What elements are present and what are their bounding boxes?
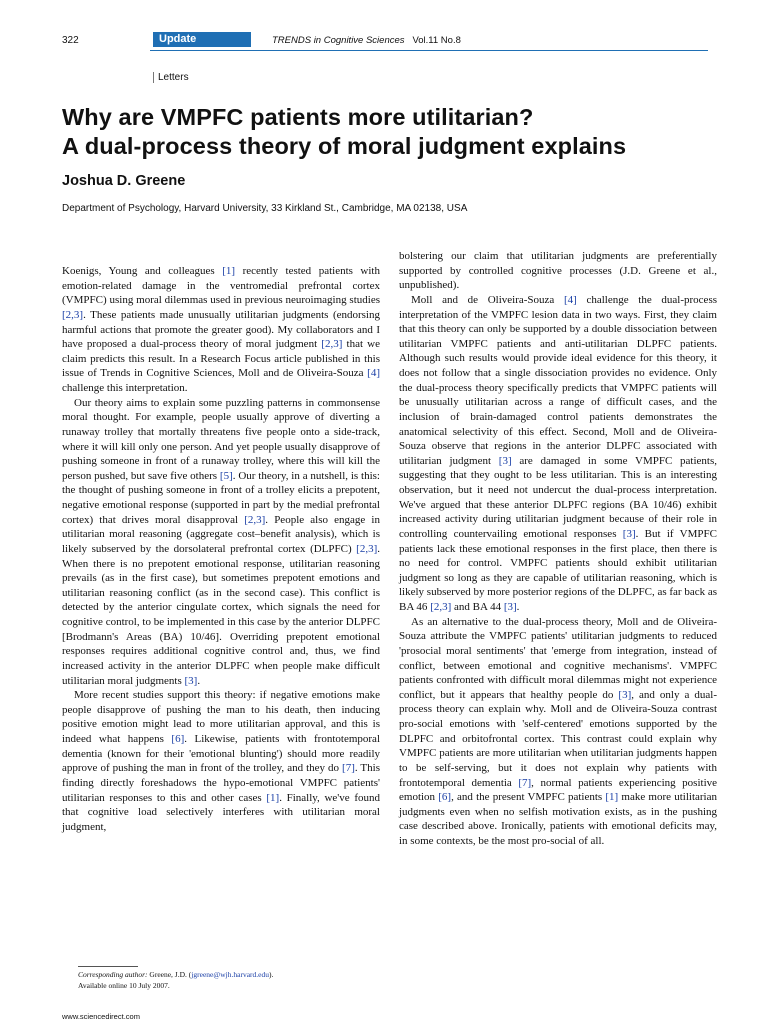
available-online: Available online 10 July 2007. bbox=[78, 981, 170, 990]
citation-link[interactable]: [1] bbox=[605, 791, 619, 804]
title-line-1: Why are VMPFC patients more utilitarian? bbox=[62, 104, 534, 130]
citation-link[interactable]: [6] bbox=[171, 733, 185, 745]
citation-link[interactable]: [7] bbox=[342, 762, 355, 775]
author-email-link[interactable]: jgreene@wjh.harvard.edu bbox=[191, 970, 269, 979]
citation-link[interactable]: [3] bbox=[622, 527, 636, 540]
corresponding-label: Corresponding author: bbox=[78, 970, 148, 979]
citation-link[interactable]: [5] bbox=[219, 469, 233, 482]
citation-link[interactable]: [3] bbox=[503, 601, 517, 613]
paragraph: Moll and de Oliveira-Souza [4] challenge the dual-process interpretation of the VMPFC lesion data in two ways. First, they claim that this theory can only be supported by a double dissociation between utilitarian VMPFC patients and anti-utilitarian DLPFC patients. Although such results would provide ideal evidence for this theory, it does not follow that a single dissociation provides no evidence. Only the dual-process theory specifically predicts that VMPFC patients will be unusually utilitarian across a range of difficult cases, and the inclusion of brain-damaged control patients demonstrates the anatomical selectivity of this effect. Second, Moll and de Oliveira-Souza observe that regions in the anterior DLPFC associated with utilitarian judgment [3] are damaged in some VMPFC patients, suggesting that they ought to be less utilitarian. This is an interesting observation, but it need not undercut the dual-process interpretation. We've argued that these anterior DLPFC regions (BA 10/46) exhibit increased activity during utilitarian judgment because of their role in controlling countervailing emotional responses [3]. But if VMPFC patients lack these emotional responses in the first place, then there is no need for control. VMPFC patients should exhibit utilitarian judgment so long as they are capable of utilitarian reasoning, which is likely subserved by more posterior regions of the DLPFC, as far back as BA 46 [2,3] and BA 44 [3]. bbox=[399, 293, 718, 613]
citation-link[interactable]: [3] bbox=[498, 454, 512, 467]
footer-url[interactable]: www.sciencedirect.com bbox=[62, 1012, 140, 1021]
body-column-left bbox=[62, 264, 380, 834]
paragraph: Koenigs, Young and colleagues [1] recently tested patients with emotion-related damage in the ventromedial prefrontal cortex (VMPFC) using moral dilemmas used in previous neuroimaging studies [2,3]. These patients made unusually utilitarian judgments (endorsing harmful actions that promote the greater good). My collaborators and I have proposed a dual-process theory of moral judgment [2,3] that we claim predicts this result. In a Research Focus article published in this issue of Trends in Cognitive Sciences, Moll and de Oliveira-Souza [4] challenge this interpretation. bbox=[62, 265, 380, 394]
citation-link[interactable]: [2,3] bbox=[62, 308, 84, 321]
page-number: 322 bbox=[62, 35, 79, 46]
citation-link[interactable]: [1] bbox=[222, 265, 236, 277]
journal-header bbox=[272, 35, 461, 46]
citation-link[interactable]: [1] bbox=[266, 791, 280, 804]
section-tab: Update bbox=[153, 32, 251, 47]
journal-volume: Vol.11 No.8 bbox=[412, 35, 461, 46]
footnote bbox=[78, 969, 273, 991]
article-type-label: Letters bbox=[153, 72, 189, 83]
author-name: Joshua D. Greene bbox=[62, 173, 186, 189]
citation-link[interactable]: [7] bbox=[518, 776, 532, 789]
footnote-rule bbox=[78, 966, 138, 967]
article-title bbox=[62, 103, 722, 161]
paragraph: Our theory aims to explain some puzzling patterns in commonsense moral thought. For example, people usually approve of diverting a runaway trolley that mortally threatens five people onto a side-track, where it will kill only one person. And yet people usually disapprove of pushing someone in front of a runaway trolley, where this will kill the person pushed, but save five others [5]. Our theory, in a nutshell, is this: the thought of pushing someone in front of a trolley elicits a prepotent, negative emotional response (supported in part by the medial prefrontal cortex) that drives moral disapproval [2,3]. People also engage in utilitarian moral reasoning (aggregate cost–benefit analysis), which is likely subserved by the dorsolateral prefrontal cortex (DLPFC) [2,3]. When there is no prepotent emotional response, utilitarian reasoning prevails (as in the first case), but sometimes prepotent emotions and utilitarian reasoning conflict (as in the second case). This conflict is detected by the anterior cingulate cortex, which signals the need for cognitive control, to be implemented in this case by the anterior DLPFC [Brodmann's Areas (BA) 10/46]. Overriding prepotent emotional responses requires additional cognitive control and, thus, we find increased activity in the anterior DLPFC when people make difficult utilitarian moral judgments [3]. bbox=[62, 396, 380, 687]
citation-link[interactable]: [2,3] bbox=[244, 513, 266, 526]
corresponding-author: Corresponding author: Greene, J.D. (jgreene@wjh.harvard.edu). bbox=[78, 970, 274, 979]
citation-link[interactable]: [2,3] bbox=[356, 542, 378, 555]
paragraph: More recent studies support this theory: if negative emotions make people disapprove of pushing the man to his death, then inducing positive emotion might lead to more utilitarian approval, and this is indeed what happens [6]. Likewise, patients with frontotemporal dementia (known for their 'emotional blunting') should more readily approve of pushing the man in front of the trolley, and they do [7]. This finding directly foreshadows the hypo-emotional VMPFC patients' utilitarian responses to this and other cases [1]. Finally, we've found that cognitive load selectively interferes with utilitarian moral judgment, bbox=[62, 689, 381, 833]
journal-name: TRENDS in Cognitive Sciences bbox=[272, 35, 405, 46]
citation-link[interactable]: [3] bbox=[618, 688, 632, 701]
author-affiliation: Department of Psychology, Harvard University, 33 Kirkland St., Cambridge, MA 02138, USA bbox=[62, 203, 468, 214]
citation-link[interactable]: [4] bbox=[563, 293, 577, 306]
citation-link[interactable]: [2,3] bbox=[430, 601, 452, 613]
title-line-2: A dual-process theory of moral judgment explains bbox=[62, 133, 627, 159]
citation-link[interactable]: [3] bbox=[184, 674, 198, 687]
citation-link[interactable]: [2,3] bbox=[321, 338, 343, 351]
citation-link[interactable]: [6] bbox=[438, 791, 452, 804]
corresponding-name: Greene, J.D. bbox=[149, 970, 187, 979]
citation-link[interactable]: [4] bbox=[367, 367, 380, 380]
header-rule bbox=[150, 50, 708, 51]
paragraph: As an alternative to the dual-process theory, Moll and de Oliveira-Souza attribute the VMPFC patients' utilitarian judgments to reduced 'prosocial moral sentiments' that 'emerge from integration, instead of conflict, between emotional and cognitive mechanisms'. VMPFC patients confronted with difficult moral dilemmas might not experience conflict, but it appears that healthy people do [3], and only a dual-process theory can explain why. Moll and de Oliveira-Souza contrast pro-social emotions with 'self-centered' emotions supported by the DLPFC and orbitofrontal cortex. This contrast could explain why VMPFC patients are more utilitarian when utilitarian judgments happen to be self-serving, but it does not explain why patients with frontotemporal dementia [7], normal patients experiencing positive emotion [6], and the present VMPFC patients [1] make more utilitarian judgments even when no selfish motivation exists, as in the pushing case described above. Ironically, patients with emotional deficits may, in some contexts, be the most pro-social of all. bbox=[399, 615, 718, 847]
paragraph: bolstering our claim that utilitarian judgments are preferentially supported by controlled cognitive processes (J.D. Greene et al., unpublished). bbox=[399, 250, 717, 292]
body-column-right bbox=[399, 249, 717, 849]
